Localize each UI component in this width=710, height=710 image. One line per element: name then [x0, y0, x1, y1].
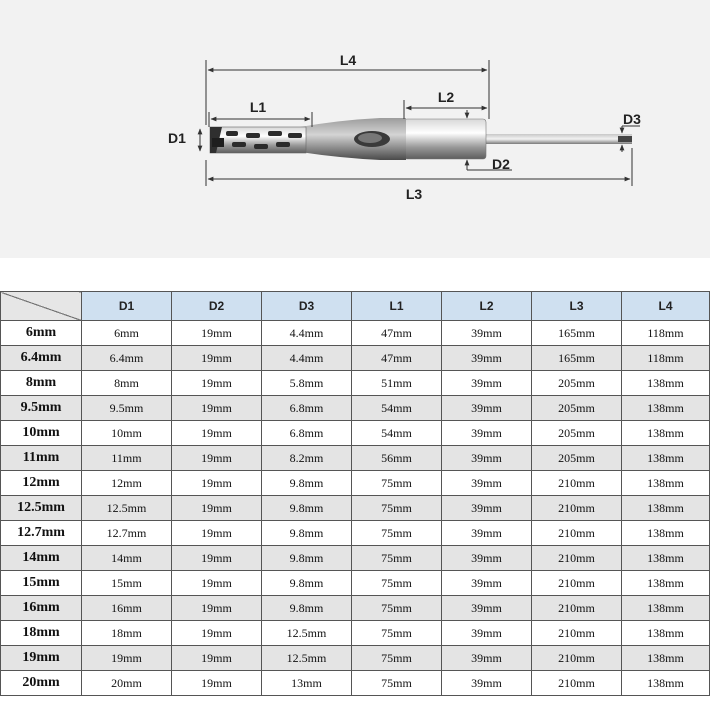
table-cell: 9.8mm — [262, 546, 352, 571]
size-cell: 19mm — [1, 646, 82, 671]
table-cell: 19mm — [172, 471, 262, 496]
table-cell: 205mm — [532, 446, 622, 471]
size-cell: 8mm — [1, 371, 82, 396]
table-cell: 75mm — [352, 596, 442, 621]
table-cell: 39mm — [442, 471, 532, 496]
table-cell: 39mm — [442, 546, 532, 571]
table-row — [1, 496, 710, 521]
table-cell: 5.8mm — [262, 371, 352, 396]
drill-bit-illustration — [0, 0, 710, 258]
chisel-taper — [300, 118, 406, 160]
table-cell: 138mm — [622, 421, 710, 446]
table-cell: 138mm — [622, 396, 710, 421]
size-cell: 18mm — [1, 621, 82, 646]
table-cell: 138mm — [622, 596, 710, 621]
table-cell: 12.5mm — [262, 646, 352, 671]
table-cell: 9.8mm — [262, 521, 352, 546]
table-cell: 39mm — [442, 321, 532, 346]
table-cell: 118mm — [622, 321, 710, 346]
table-row — [1, 346, 710, 371]
drill-rod — [484, 134, 632, 144]
table-row — [1, 396, 710, 421]
table-cell: 210mm — [532, 621, 622, 646]
size-cell: 6mm — [1, 321, 82, 346]
table-cell: 19mm — [172, 396, 262, 421]
table-row — [1, 321, 710, 346]
label-l2: L2 — [437, 89, 455, 105]
table-cell: 75mm — [352, 496, 442, 521]
table-cell: 54mm — [352, 396, 442, 421]
table-cell: 19mm — [172, 521, 262, 546]
table-cell: 210mm — [532, 596, 622, 621]
table-cell: 75mm — [352, 546, 442, 571]
table-row — [1, 521, 710, 546]
table-cell: 18mm — [82, 621, 172, 646]
size-cell: 11mm — [1, 446, 82, 471]
table-cell: 210mm — [532, 671, 622, 696]
table-cell: 75mm — [352, 671, 442, 696]
table-cell: 15mm — [82, 571, 172, 596]
size-cell: 12mm — [1, 471, 82, 496]
table-cell: 138mm — [622, 446, 710, 471]
table-row — [1, 621, 710, 646]
table-cell: 4.4mm — [262, 346, 352, 371]
table-cell: 6.4mm — [82, 346, 172, 371]
table-cell: 210mm — [532, 521, 622, 546]
table-cell: 19mm — [82, 646, 172, 671]
header-d3: D3 — [262, 292, 352, 321]
size-cell: 14mm — [1, 546, 82, 571]
table-cell: 9.8mm — [262, 596, 352, 621]
table-cell: 210mm — [532, 646, 622, 671]
header-corner-cell — [1, 292, 82, 321]
label-l4: L4 — [339, 52, 357, 68]
size-cell: 15mm — [1, 571, 82, 596]
header-d2: D2 — [172, 292, 262, 321]
table-row — [1, 371, 710, 396]
table-cell: 19mm — [172, 346, 262, 371]
table-cell: 8mm — [82, 371, 172, 396]
table-cell: 12mm — [82, 471, 172, 496]
size-cell: 10mm — [1, 421, 82, 446]
table-cell: 51mm — [352, 371, 442, 396]
label-d1: D1 — [168, 130, 186, 146]
table-cell: 19mm — [172, 671, 262, 696]
table-cell: 19mm — [172, 596, 262, 621]
table-cell: 20mm — [82, 671, 172, 696]
table-cell: 39mm — [442, 346, 532, 371]
header-d1: D1 — [82, 292, 172, 321]
table-cell: 205mm — [532, 421, 622, 446]
table-cell: 47mm — [352, 346, 442, 371]
table-cell: 138mm — [622, 521, 710, 546]
table-cell: 138mm — [622, 496, 710, 521]
table-cell: 12.7mm — [82, 521, 172, 546]
table-cell: 16mm — [82, 596, 172, 621]
table-cell: 39mm — [442, 521, 532, 546]
label-l3: L3 — [405, 186, 423, 202]
table-cell: 9.5mm — [82, 396, 172, 421]
table-cell: 19mm — [172, 571, 262, 596]
table-cell: 75mm — [352, 646, 442, 671]
table-cell: 19mm — [172, 646, 262, 671]
label-d3: D3 — [623, 111, 641, 127]
table-row — [1, 546, 710, 571]
table-cell: 14mm — [82, 546, 172, 571]
table-cell: 39mm — [442, 421, 532, 446]
table-cell: 56mm — [352, 446, 442, 471]
table-cell: 13mm — [262, 671, 352, 696]
drill-bit-dimension-diagram — [0, 0, 710, 258]
table-cell: 11mm — [82, 446, 172, 471]
table-cell: 205mm — [532, 371, 622, 396]
table-cell: 39mm — [442, 446, 532, 471]
table-cell: 19mm — [172, 321, 262, 346]
table-cell: 118mm — [622, 346, 710, 371]
table-cell: 39mm — [442, 596, 532, 621]
table-cell: 165mm — [532, 321, 622, 346]
table-cell: 12.5mm — [82, 496, 172, 521]
table-cell: 210mm — [532, 571, 622, 596]
header-l3: L3 — [532, 292, 622, 321]
table-cell: 138mm — [622, 646, 710, 671]
table-cell: 12.5mm — [262, 621, 352, 646]
table-cell: 165mm — [532, 346, 622, 371]
table-cell: 138mm — [622, 546, 710, 571]
table-cell: 75mm — [352, 521, 442, 546]
table-cell: 75mm — [352, 471, 442, 496]
header-l4: L4 — [622, 292, 710, 321]
label-d2: D2 — [492, 156, 510, 172]
size-cell: 12.7mm — [1, 521, 82, 546]
table-cell: 210mm — [532, 496, 622, 521]
table-cell: 6.8mm — [262, 396, 352, 421]
table-cell: 9.8mm — [262, 471, 352, 496]
table-cell: 19mm — [172, 546, 262, 571]
size-specification-table — [0, 291, 710, 696]
table-cell: 205mm — [532, 396, 622, 421]
table-row — [1, 471, 710, 496]
table-cell: 210mm — [532, 546, 622, 571]
table-cell: 39mm — [442, 496, 532, 521]
table-cell: 138mm — [622, 621, 710, 646]
label-l1: L1 — [249, 99, 267, 115]
table-cell: 75mm — [352, 571, 442, 596]
table-cell: 47mm — [352, 321, 442, 346]
table-cell: 9.8mm — [262, 571, 352, 596]
size-cell: 9.5mm — [1, 396, 82, 421]
table-cell: 4.4mm — [262, 321, 352, 346]
table-cell: 138mm — [622, 671, 710, 696]
header-l1: L1 — [352, 292, 442, 321]
header-l2: L2 — [442, 292, 532, 321]
table-cell: 138mm — [622, 371, 710, 396]
table-cell: 9.8mm — [262, 496, 352, 521]
table-cell: 19mm — [172, 421, 262, 446]
table-row — [1, 596, 710, 621]
table-cell: 19mm — [172, 371, 262, 396]
table-row — [1, 421, 710, 446]
table-cell: 138mm — [622, 471, 710, 496]
table-cell: 39mm — [442, 571, 532, 596]
table-cell: 10mm — [82, 421, 172, 446]
table-cell: 39mm — [442, 371, 532, 396]
table-cell: 6.8mm — [262, 421, 352, 446]
table-cell: 39mm — [442, 621, 532, 646]
table-cell: 19mm — [172, 496, 262, 521]
table-header-row — [1, 292, 710, 321]
table-cell: 54mm — [352, 421, 442, 446]
table-cell: 210mm — [532, 471, 622, 496]
table-cell: 75mm — [352, 621, 442, 646]
hollow-chisel — [210, 127, 306, 153]
table-body — [1, 321, 710, 696]
table-cell: 19mm — [172, 621, 262, 646]
shank-collar — [404, 119, 486, 159]
size-cell: 16mm — [1, 596, 82, 621]
size-cell: 6.4mm — [1, 346, 82, 371]
table-cell: 6mm — [82, 321, 172, 346]
table-cell: 39mm — [442, 671, 532, 696]
table-row — [1, 646, 710, 671]
table-cell: 8.2mm — [262, 446, 352, 471]
table-row — [1, 571, 710, 596]
table-cell: 19mm — [172, 446, 262, 471]
table-cell: 39mm — [442, 646, 532, 671]
size-cell: 12.5mm — [1, 496, 82, 521]
table-cell: 138mm — [622, 571, 710, 596]
table-cell: 39mm — [442, 396, 532, 421]
table-row — [1, 446, 710, 471]
table-row — [1, 671, 710, 696]
size-cell: 20mm — [1, 671, 82, 696]
